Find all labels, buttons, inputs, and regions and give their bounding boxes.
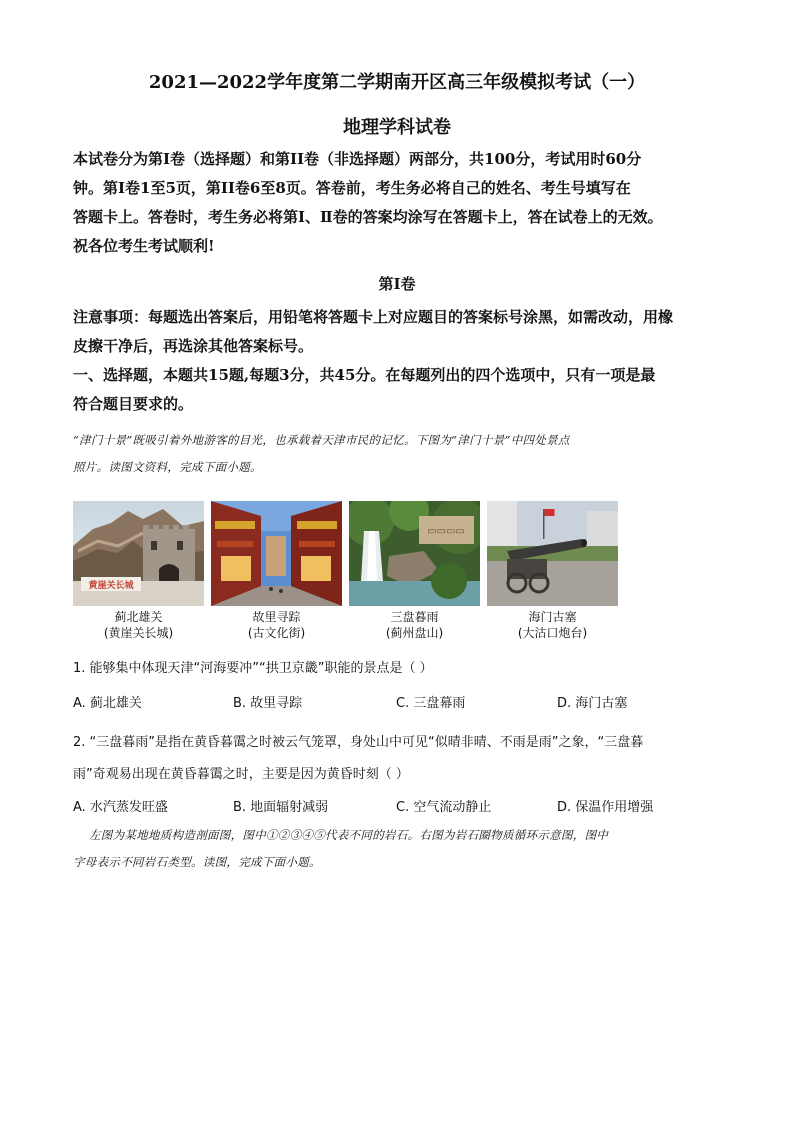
svg-text:▭▭▭▭: ▭▭▭▭ [427, 526, 465, 537]
wall-sign-text: 黄崖关长城 [88, 581, 134, 591]
intro-paragraph [73, 147, 723, 259]
material-1 [73, 427, 723, 481]
material-2-line-2: 字母表示不同岩石类型。读图，完成下面小题。 [73, 855, 321, 869]
waterfall-photo [349, 501, 480, 606]
q1-option-d[interactable]: D. 海门古塞 [557, 696, 628, 711]
cannon-photo [487, 501, 618, 606]
q2-option-b[interactable]: B. 地面辐射减弱 [233, 800, 329, 815]
subject-title: 地理学科试卷 [343, 117, 451, 138]
photo-1-name: 蓟北雄关 [114, 610, 163, 624]
q2-option-a[interactable]: A. 水汽蒸发旺盛 [73, 800, 168, 815]
q1-option-a[interactable]: A. 蓟北雄关 [73, 696, 142, 711]
material-1-line-1: “津门十景”既吸引着外地游客的目光，也承载着天津市民的记忆。下图为“津门十景”中四处景点 [73, 433, 570, 447]
photo-2-name: 故里寻踪 [252, 610, 301, 624]
section-title: 第Ⅰ卷 [378, 275, 416, 293]
notice-line-2: 皮擦干净后，再选涂其他答案标号。 [73, 337, 314, 355]
q1-option-b[interactable]: B. 故里寻踪 [233, 696, 303, 711]
photo-1-sub: (黄崖关长城) [103, 626, 174, 640]
great-wall-photo [73, 501, 204, 606]
question-2-line-1: 2. “三盘暮雨”是指在黄昏暮霭之时被云气笼罩，身处山中可见“似晴非晴、不雨是雨”之象，“三盘暮 [73, 735, 644, 750]
photo-caption-3 [349, 609, 480, 641]
photo-caption-1 [73, 609, 204, 641]
material-2-line-1: 左图为某地地质构造剖面图，图中①②③④⑤代表不同的岩石。右图为岩石圈物质循环示意图，图中 [89, 828, 609, 842]
exam-title: 2021—2022学年度第二学期南开区高三年级模拟考试（一） [148, 72, 646, 93]
photo-3-name: 三盘暮雨 [390, 610, 439, 624]
question-2-stem [73, 727, 723, 791]
culture-street-photo [211, 501, 342, 606]
q2-option-d[interactable]: D. 保温作用增强 [557, 800, 654, 815]
instruction-line-2: 符合题目要求的。 [73, 395, 194, 413]
photo-4-sub: (大沽口炮台) [517, 626, 588, 640]
intro-line-4: 祝各位考生考试顺利! [73, 237, 215, 255]
photo-3-sub: (蓟州盘山) [385, 626, 444, 640]
question-1-stem: 1. 能够集中体现天津“河海要冲”“拱卫京畿”职能的景点是（ ） [73, 661, 433, 676]
material-2 [73, 822, 723, 876]
photo-caption-2 [211, 609, 342, 641]
notice-paragraph [73, 305, 723, 417]
intro-line-2: 钟。第Ⅰ卷1至5页，第II卷6至8页。答卷前，考生务必将自己的姓名、考生号填写在 [73, 179, 631, 197]
photo-4-name: 海门古塞 [528, 610, 577, 624]
instruction-line-1: 一、选择题，本题共15题,每题3分，共45分。在每题列出的四个选项中，只有一项是最 [73, 366, 656, 384]
intro-line-3: 答题卡上。答卷时，考生务必将第Ⅰ、Ⅱ卷的答案均涂写在答题卡上，答在试卷上的无效。 [73, 208, 663, 226]
question-2-line-2: 雨”奇观易出现在黄昏暮霭之时，主要是因为黄昏时刻（ ） [73, 767, 409, 782]
photo-2-sub: (古文化街) [247, 626, 306, 640]
photo-caption-4 [487, 609, 618, 641]
q2-option-c[interactable]: C. 空气流动静止 [396, 800, 492, 815]
q1-option-c[interactable]: C. 三盘幕雨 [396, 696, 466, 711]
material-1-line-2: 照片。读图文资料，完成下面小题。 [73, 460, 262, 474]
intro-line-1: 本试卷分为第Ⅰ卷（选择题）和第II卷（非选择题）两部分，共100分，考试用时60分 [73, 150, 642, 168]
notice-line-1: 注意事项：每题选出答案后，用铅笔将答题卡上对应题目的答案标号涂黑，如需改动，用橡 [73, 308, 674, 326]
